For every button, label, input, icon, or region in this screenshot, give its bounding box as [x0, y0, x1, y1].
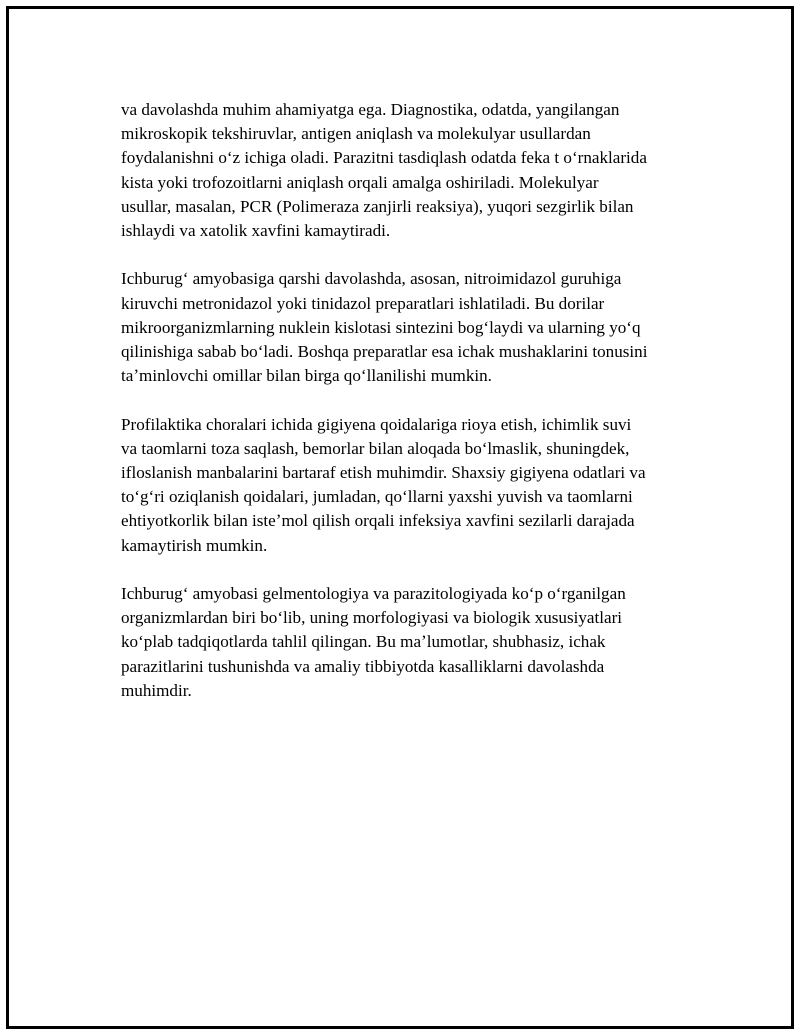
- text-line: kista yoki trofozoitlarni aniqlash orqali amalga oshiriladi. Molekulyar: [121, 172, 599, 192]
- document-body: [121, 98, 701, 727]
- paragraph-diagnostics: [121, 98, 701, 243]
- text-line: kamaytirish mumkin.: [121, 535, 268, 555]
- text-line: va davolashda muhim ahamiyatga ega. Diagnostika, odatda, yangilangan: [121, 100, 620, 119]
- paragraph-treatment: [121, 267, 701, 388]
- text-line: qilinishiga sabab boʻladi. Boshqa preparatlar esa ichak mushaklarini tonusini: [121, 342, 648, 362]
- text-line: Profilaktika choralari ichida gigiyena qoidalariga rioya etish, ichimlik suvi: [121, 414, 632, 434]
- text-line: parazitlarini tushunishda va amaliy tibbiyotda kasalliklarni davolashda: [121, 656, 605, 676]
- text-line: mikroskopik tekshiruvlar, antigen aniqlash va molekulyar usullardan: [121, 124, 591, 144]
- text-line: kiruvchi metronidazol yoki tinidazol preparatlari ishlatiladi. Bu dorilar: [121, 293, 605, 313]
- text-line: toʻgʻri oziqlanish qoidalari, jumladan, qoʻllarni yaxshi yuvish va taomlarni: [121, 487, 633, 507]
- text-line: Ichburugʻ amyobasi gelmentologiya va parazitologiyada koʻp oʻrganilgan: [121, 584, 626, 604]
- text-line: ehtiyotkorlik bilan isteʼmol qilish orqali infeksiya xavfini sezilarli darajada: [121, 511, 635, 531]
- text-line: organizmlardan biri boʻlib, uning morfologiyasi va biologik xususiyatlari: [121, 608, 623, 628]
- text-line: taʼminlovchi omillar bilan birga qoʻllanilishi mumkin.: [121, 366, 492, 386]
- text-line: ifloslanish manbalarini bartaraf etish muhimdir. Shaxsiy gigiyena odatlari va: [121, 463, 646, 483]
- text-line: foydalanishni oʻz ichiga oladi. Parazitni tasdiqlash odatda feka t oʻrnaklarida: [121, 148, 647, 168]
- text-line: ishlaydi va xatolik xavfini kamaytiradi.: [121, 221, 391, 241]
- paragraph-prevention: [121, 413, 701, 558]
- text-line: muhimdir.: [121, 680, 192, 700]
- paragraph-conclusion: [121, 582, 701, 703]
- text-line: Ichburugʻ amyobasiga qarshi davolashda, asosan, nitroimidazol guruhiga: [121, 269, 622, 289]
- text-line: va taomlarni toza saqlash, bemorlar bilan aloqada boʻlmaslik, shuningdek,: [121, 438, 630, 458]
- text-line: koʻplab tadqiqotlarda tahlil qilingan. Bu maʼlumotlar, shubhasiz, ichak: [121, 632, 606, 652]
- text-line: mikroorganizmlarning nuklein kislotasi sintezini bogʻlaydi va ularning yoʻq: [121, 317, 641, 337]
- page-frame: [6, 6, 794, 1029]
- text-line: usullar, masalan, PCR (Polimeraza zanjirli reaksiya), yuqori sezgirlik bilan: [121, 196, 634, 216]
